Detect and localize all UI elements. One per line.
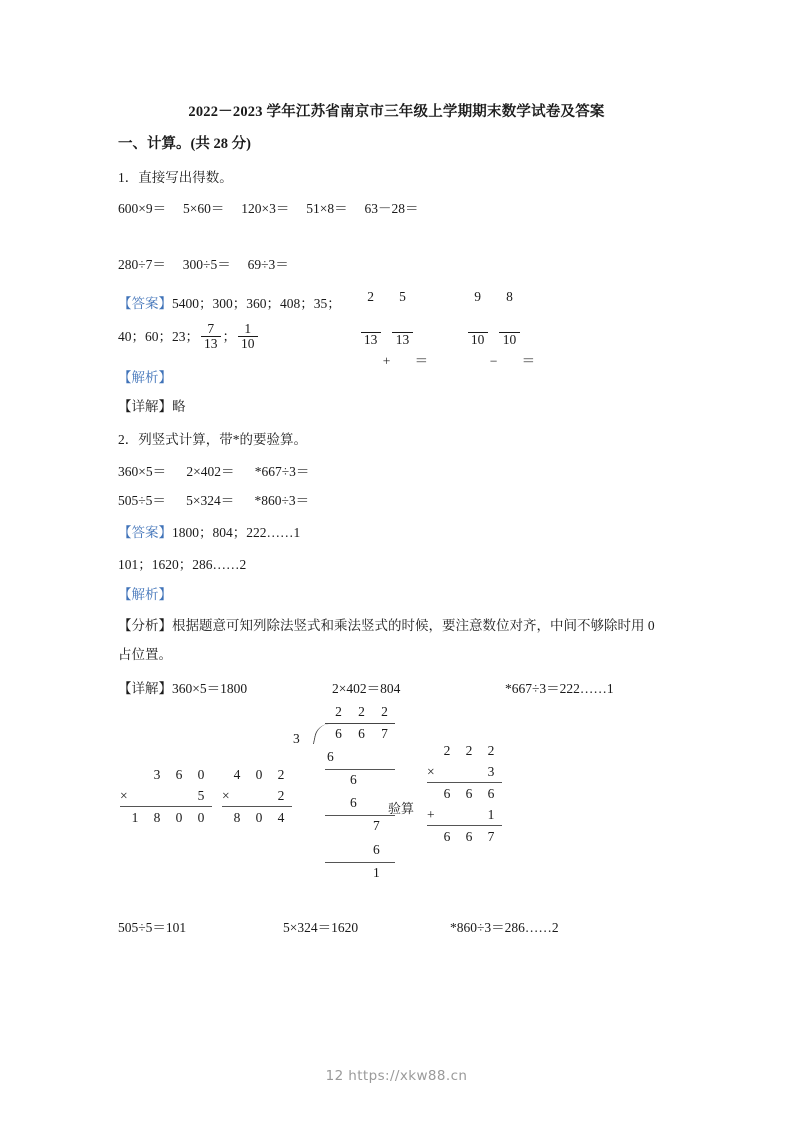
question-1-fraction-expression-2 <box>452 245 535 392</box>
digit: 3 <box>487 763 495 779</box>
dividend-row <box>327 726 396 742</box>
division-step-digit: 6 <box>350 795 357 810</box>
digit: 6 <box>443 828 451 844</box>
digit: 0 <box>197 766 205 782</box>
digit: 2 <box>443 742 451 758</box>
question-1-fraction-expression-1 <box>345 245 428 392</box>
verify-addend-row <box>427 804 502 825</box>
question-1-row-2: 280÷7＝ 300÷5＝ 69÷3＝ <box>118 257 289 272</box>
digit: 6 <box>358 726 365 741</box>
question-1-detail-text: 略 <box>172 399 186 414</box>
digit: 0 <box>175 809 183 825</box>
answer-numbers: 40；60；23； <box>118 328 199 344</box>
verification-calculation <box>427 740 502 847</box>
question-1-answer-line-1: 5400；300；360；408；35； <box>172 296 341 311</box>
digit: 1 <box>487 806 495 822</box>
analysis-label: 【分析】 <box>118 618 172 633</box>
digit: 2 <box>335 704 342 719</box>
vertical-multiplication-360x5 <box>120 764 212 828</box>
division-step-digit: 6 <box>350 772 357 787</box>
fraction-1-10: $\frac{1}{10}$ <box>238 322 258 352</box>
analysis-text-line-2: 占位置。 <box>118 647 172 662</box>
product-row <box>120 807 212 828</box>
plus-operator: + <box>427 806 435 822</box>
digit: 2 <box>277 787 285 803</box>
division-remainder-digit: 1 <box>373 865 380 880</box>
digit: 0 <box>255 809 263 825</box>
digit: 4 <box>277 809 285 825</box>
answer-separator: ； <box>222 328 236 344</box>
verify-sum-row <box>427 826 502 847</box>
digit: 6 <box>487 785 495 801</box>
verify-multiplicand-row <box>427 740 502 761</box>
question-1-answer <box>118 292 341 312</box>
answer-label: 【答案】 <box>118 525 172 540</box>
fraction-2-13: $\frac{2}{13}$ <box>361 261 381 376</box>
equals-sign: ＝ <box>521 353 536 369</box>
digit: 2 <box>381 704 388 719</box>
multiply-operator: × <box>120 787 128 803</box>
digit: 7 <box>381 726 388 741</box>
digit: 0 <box>255 766 263 782</box>
question-2-prompt: 2．列竖式计算，带*的要验算。 <box>118 432 307 447</box>
question-2-analysis <box>118 614 655 634</box>
question-2-answer <box>118 521 300 541</box>
detail-label: 【详解】 <box>118 681 172 696</box>
multiplicand-row <box>120 764 212 785</box>
question-2-analysis-label: 【解析】 <box>118 587 172 602</box>
multiplier-row <box>120 785 212 806</box>
bottom-equation-3: *860÷3＝286……2 <box>450 920 559 935</box>
digit: 8 <box>153 809 161 825</box>
question-2-answer-line-2: 101；1620；286……2 <box>118 557 247 572</box>
digit: 2 <box>465 742 473 758</box>
division-step-line <box>325 769 395 770</box>
section-heading: 一、计算。(共 28 分) <box>118 136 251 152</box>
analysis-text-line-1: 根据题意可知列除法竖式和乘法竖式的时候，要注意数位对齐，中间不够除时用 0 <box>172 618 655 633</box>
minus-operator: − <box>489 353 498 369</box>
question-2-answer-line-1: 1800；804；222……1 <box>172 525 301 540</box>
plus-operator: + <box>382 353 391 369</box>
divisor-digit: 3 <box>293 731 300 746</box>
bottom-equation-1: 505÷5＝101 <box>118 920 187 935</box>
verify-multiplier-row <box>427 761 502 782</box>
question-2-detail-equation-2: 2×402＝804 <box>332 681 401 696</box>
detail-label: 【详解】 <box>118 399 172 414</box>
quotient-row <box>327 704 396 720</box>
digit: 1 <box>131 809 139 825</box>
digit: 2 <box>277 766 285 782</box>
page-title: 2022－2023 学年江苏省南京市三年级上学期期末数学试卷及答案 <box>188 104 605 120</box>
fraction-7-13: $\frac{7}{13}$ <box>201 322 221 352</box>
division-step-digit: 6 <box>373 842 380 857</box>
multiplicand-row <box>222 764 292 785</box>
fraction-5-13: $\frac{5}{13}$ <box>392 261 412 376</box>
digit: 6 <box>465 785 473 801</box>
quotient-bar <box>325 723 395 724</box>
digit: 2 <box>487 742 495 758</box>
question-2-detail-equation-1 <box>118 677 247 697</box>
question-1-analysis-label: 【解析】 <box>118 370 172 385</box>
product-row <box>222 807 292 828</box>
digit: 3 <box>153 766 161 782</box>
vertical-multiplication-402x2 <box>222 764 292 828</box>
verify-product-row <box>427 783 502 804</box>
question-2-row-2: 505÷5＝ 5×324＝ *860÷3＝ <box>118 493 310 508</box>
fraction-9-10: $\frac{9}{10}$ <box>468 261 488 376</box>
question-1-answer-line-2 <box>118 322 260 352</box>
question-2-detail-equation-3: *667÷3＝222……1 <box>505 681 614 696</box>
detail-eq-1-text: 360×5＝1800 <box>172 681 248 696</box>
bottom-equation-2: 5×324＝1620 <box>283 920 359 935</box>
digit: 6 <box>465 828 473 844</box>
digit: 0 <box>197 809 205 825</box>
digit: 4 <box>233 766 241 782</box>
digit: 2 <box>358 704 365 719</box>
question-2-row-1: 360×5＝ 2×402＝ *667÷3＝ <box>118 464 310 479</box>
fraction-8-10: $\frac{8}{10}$ <box>499 261 519 376</box>
footer-watermark: 12 https://xkw88.cn <box>325 1068 468 1084</box>
division-step-digit: 7 <box>373 818 380 833</box>
digit: 6 <box>175 766 183 782</box>
equals-sign: ＝ <box>414 353 429 369</box>
digit: 6 <box>335 726 342 741</box>
verification-label: 验算 <box>388 801 415 816</box>
question-1-detail <box>118 395 186 415</box>
multiply-operator: × <box>222 787 230 803</box>
multiply-operator: × <box>427 763 435 779</box>
division-step-digit: 6 <box>327 749 334 764</box>
digit: 8 <box>233 809 241 825</box>
digit: 5 <box>197 787 205 803</box>
digit: 6 <box>443 785 451 801</box>
answer-label: 【答案】 <box>118 296 172 311</box>
question-1-prompt: 1．直接写出得数。 <box>118 170 233 185</box>
digit: 7 <box>487 828 495 844</box>
question-1-row-1: 600×9＝ 5×60＝ 120×3＝ 51×8＝ 63－28＝ <box>118 201 419 216</box>
division-step-line <box>325 862 395 863</box>
multiplier-row <box>222 785 292 806</box>
division-step-line <box>325 815 395 816</box>
